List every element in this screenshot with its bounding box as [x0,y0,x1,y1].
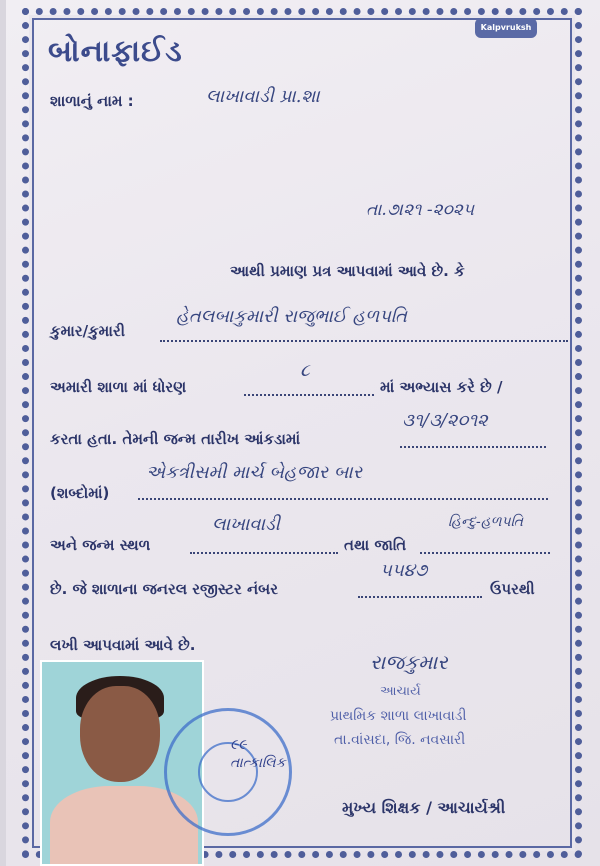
words-line [138,498,548,500]
principal-signature: રાજકુમાર [370,650,448,674]
dob-words: એકત્રીસમી માર્ચ બેહજાર બાર [146,462,363,483]
student-name: હેતલબાકુમારી રાજુભાઈ હળપતિ [176,306,407,327]
student-label: કુમાર/કુમારી [50,322,125,340]
register-line [358,596,482,598]
birthplace-label: અને જન્મ સ્થળ [50,536,151,554]
school-name-label: શાળાનું નામ : [50,92,134,110]
words-label: (શબ્દોમાં) [50,484,110,502]
register-suffix: ઉપરથી [490,580,535,598]
register-label: છે. જે શાળાના જનરલ રજીસ્ટર નંબર [50,580,278,598]
caste-value: હિન્દુ-હળપતિ [448,514,524,530]
dob-value: ૩૧/૩/૨૦૧૨ [402,410,488,431]
std-label: અમારી શાળા માં ધોરણ [50,378,187,396]
caste-line [420,552,550,554]
school-seal-name: પ્રાથમિક શાળા લાખાવાડી [330,708,467,724]
certificate-title: બોનાફાઈડ [48,34,183,69]
stamp-handwriting: ૯૯ તાત્કાલિક [230,737,286,771]
closing-text: લખી આપવામાં આવે છે. [50,636,196,654]
caste-label: તથા જાતિ [344,536,407,554]
date-value: તા.૭।૨૧ -૨૦૨૫ [366,200,475,220]
intro-text: આથી પ્રમાણ પ્રત્ર આપવામાં આવે છે. કે [230,262,465,280]
brand-logo: Kalpvruksh [475,18,537,38]
school-seal-address: તા.વાંસદા, જિ. નવસારી [334,732,466,748]
register-value: ૫૫૪૭ [380,560,428,581]
birthplace-value: લાખાવાડી [212,514,280,535]
school-name-value: લાખાવાડી પ્રા.શા [206,86,320,107]
dob-line [400,446,546,448]
std-line [244,394,374,396]
std-value: ૮ [300,360,310,381]
birthplace-line [190,552,338,554]
student-line [160,340,568,342]
designation: આચાર્ય [380,684,421,699]
footer-designation: મુખ્ય શિક્ષક / આચાર્યશ્રી [342,798,506,817]
dob-label: કરતા હતા. તેમની જન્મ તારીખ આંકડામાં [50,430,301,448]
std-suffix: માં અભ્યાસ કરે છે / [380,378,503,396]
